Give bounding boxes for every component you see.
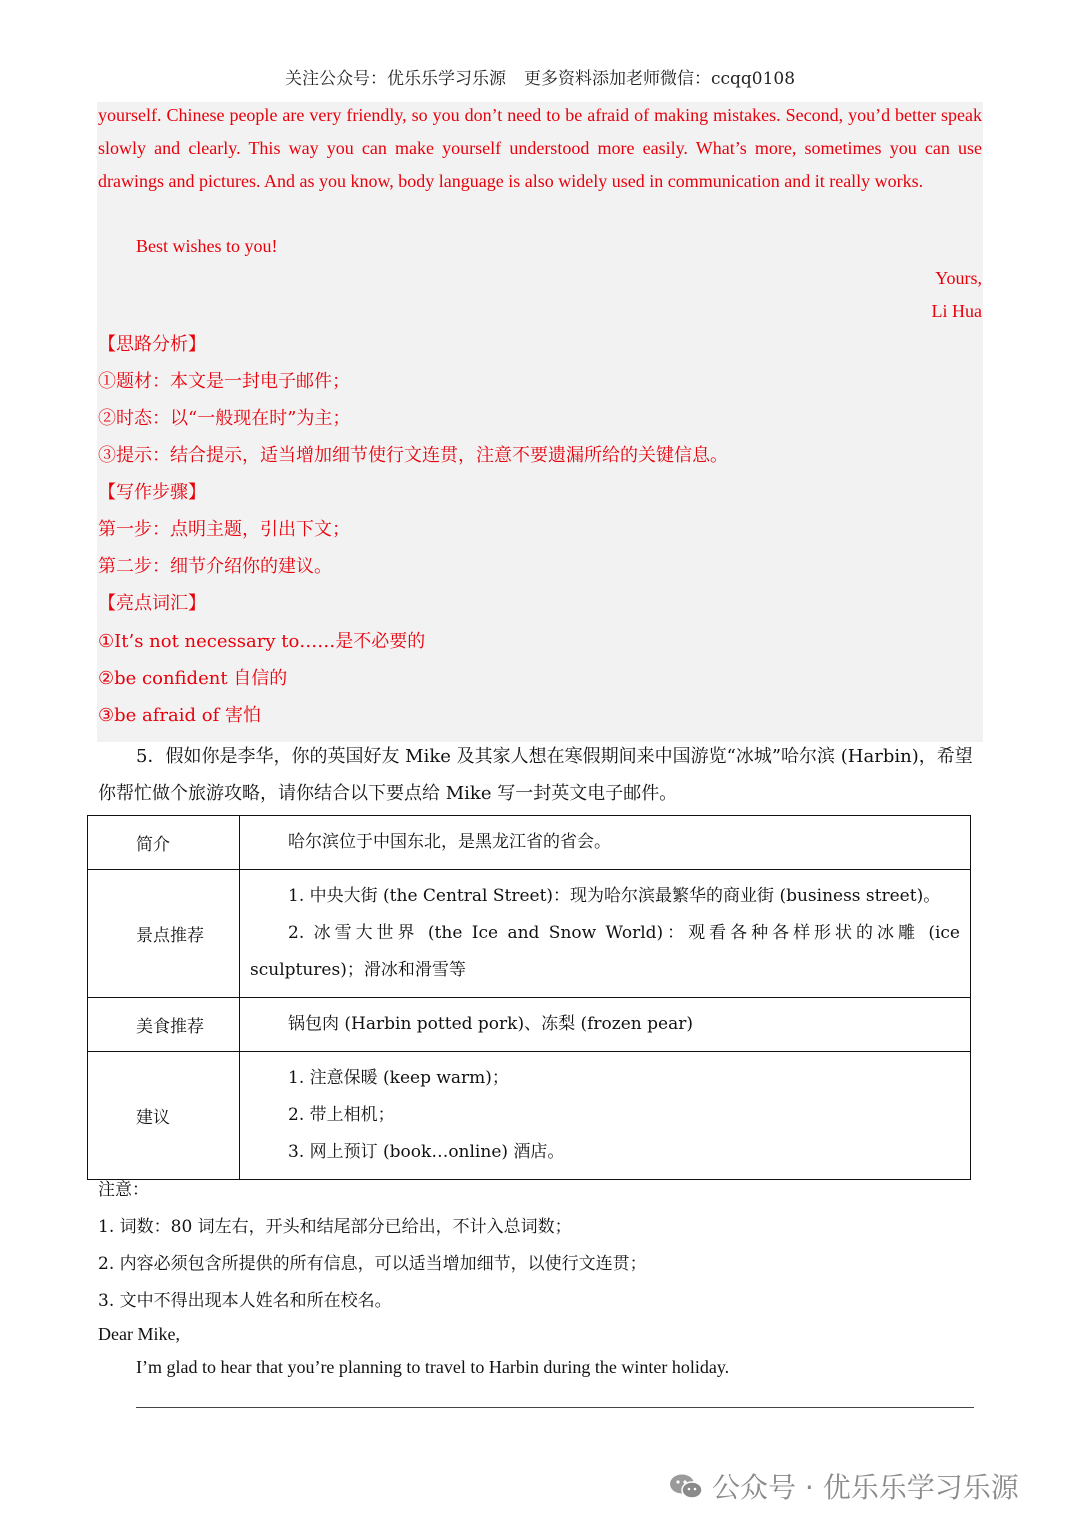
steps-heading: 【写作步骤】 — [98, 482, 206, 503]
table-key: 简介 — [88, 816, 240, 870]
header-wechat: 更多资料添加老师微信：ccqq0108 — [523, 69, 796, 89]
travel-plan-table — [87, 815, 971, 1180]
analysis-heading: 【思路分析】 — [98, 334, 206, 355]
header-account: 关注公众号：优乐乐学习乐源 — [284, 69, 506, 89]
table-line: 1. 注意保暖 (keep warm)； — [288, 1068, 509, 1088]
table-row — [88, 1052, 971, 1180]
notes-item: 2. 内容必须包含所提供的所有信息，可以适当增加细节，以使行文连贯； — [98, 1254, 647, 1274]
table-line: 锅包肉 (Harbin potted pork)、冻梨 (frozen pear) — [288, 1014, 693, 1034]
analysis-item: ②时态：以“一般现在时”为主； — [98, 408, 351, 429]
table-value — [240, 1052, 971, 1180]
table-key: 建议 — [88, 1052, 240, 1180]
table-row — [88, 998, 971, 1052]
letter-start — [98, 1318, 729, 1384]
steps-item: 第二步：细节介绍你的建议。 — [98, 556, 332, 577]
table-line: 1. 中央大街 (the Central Street)：现为哈尔滨最繁华的商业街 (business street)。 — [288, 886, 941, 906]
table-line: sculptures)；滑冰和滑雪等 — [250, 960, 466, 980]
table-line: 2. 冰雪大世界 (the Ice and Snow World)：观看各种各样形状的冰雕 (ice — [288, 923, 960, 943]
vocab-heading: 【亮点词汇】 — [98, 593, 206, 614]
table-line: 3. 网上预订 (book…online) 酒店。 — [288, 1142, 565, 1162]
question-prompt: 5．假如你是李华，你的英国好友 Mike 及其家人想在寒假期间来中国游览“冰城”哈尔滨 (Harbin)，希望你帮忙做个旅游攻略，请你结合以下要点给 Mike 写一封英文电子邮件。 — [98, 746, 973, 804]
watermark-text: 公众号 · 优乐乐学习乐源 — [712, 1471, 1019, 1504]
table-key: 美食推荐 — [88, 998, 240, 1052]
writing-line — [136, 1407, 974, 1408]
table-line: 哈尔滨位于中国东北，是黑龙江省的省会。 — [288, 832, 611, 852]
notes-item: 3. 文中不得出现本人姓名和所在校名。 — [98, 1291, 392, 1311]
table-row — [88, 870, 971, 998]
vocab-item: ③be afraid of 害怕 — [98, 705, 261, 726]
watermark — [668, 1466, 1019, 1506]
answer-signature: Li Hua — [931, 301, 982, 321]
steps-item: 第一步：点明主题，引出下文； — [98, 519, 350, 540]
table-value — [240, 816, 971, 870]
table-row — [88, 816, 971, 870]
table-line: 2. 带上相机； — [288, 1105, 395, 1125]
analysis-item: ①题材：本文是一封电子邮件； — [98, 371, 350, 392]
notes — [98, 1172, 647, 1320]
table-value — [240, 998, 971, 1052]
wechat-icon — [668, 1473, 704, 1501]
vocab-item: ②be confident 自信的 — [98, 668, 288, 689]
vocab-item: ①It’s not necessary to……是不必要的 — [98, 631, 426, 652]
letter-opening: I’m glad to hear that you’re planning to travel to Harbin during the winter holiday. — [136, 1357, 730, 1377]
answer-paragraph: yourself. Chinese people are very friendly, so you don’t need to be afraid of making mistakes. Second, you’d better speak slowly and clearly. This way you can make yourself understood more easily. What’s more, sometimes you can use drawings and pictures. And as you know, body language is also widely used in communication and it really works. — [98, 105, 982, 191]
notes-item: 1. 词数：80 词左右，开头和结尾部分已给出，不计入总词数； — [98, 1217, 572, 1237]
table-value — [240, 870, 971, 998]
answer-closing: Yours, — [935, 268, 982, 288]
notes-heading: 注意： — [98, 1180, 149, 1200]
letter-greeting: Dear Mike, — [98, 1324, 180, 1344]
answer-wishes: Best wishes to you! — [136, 236, 278, 256]
analysis-item: ③提示：结合提示，适当增加细节使行文连贯，注意不要遗漏所给的关键信息。 — [98, 445, 728, 466]
table-key: 景点推荐 — [88, 870, 240, 998]
page-header — [0, 64, 1080, 89]
